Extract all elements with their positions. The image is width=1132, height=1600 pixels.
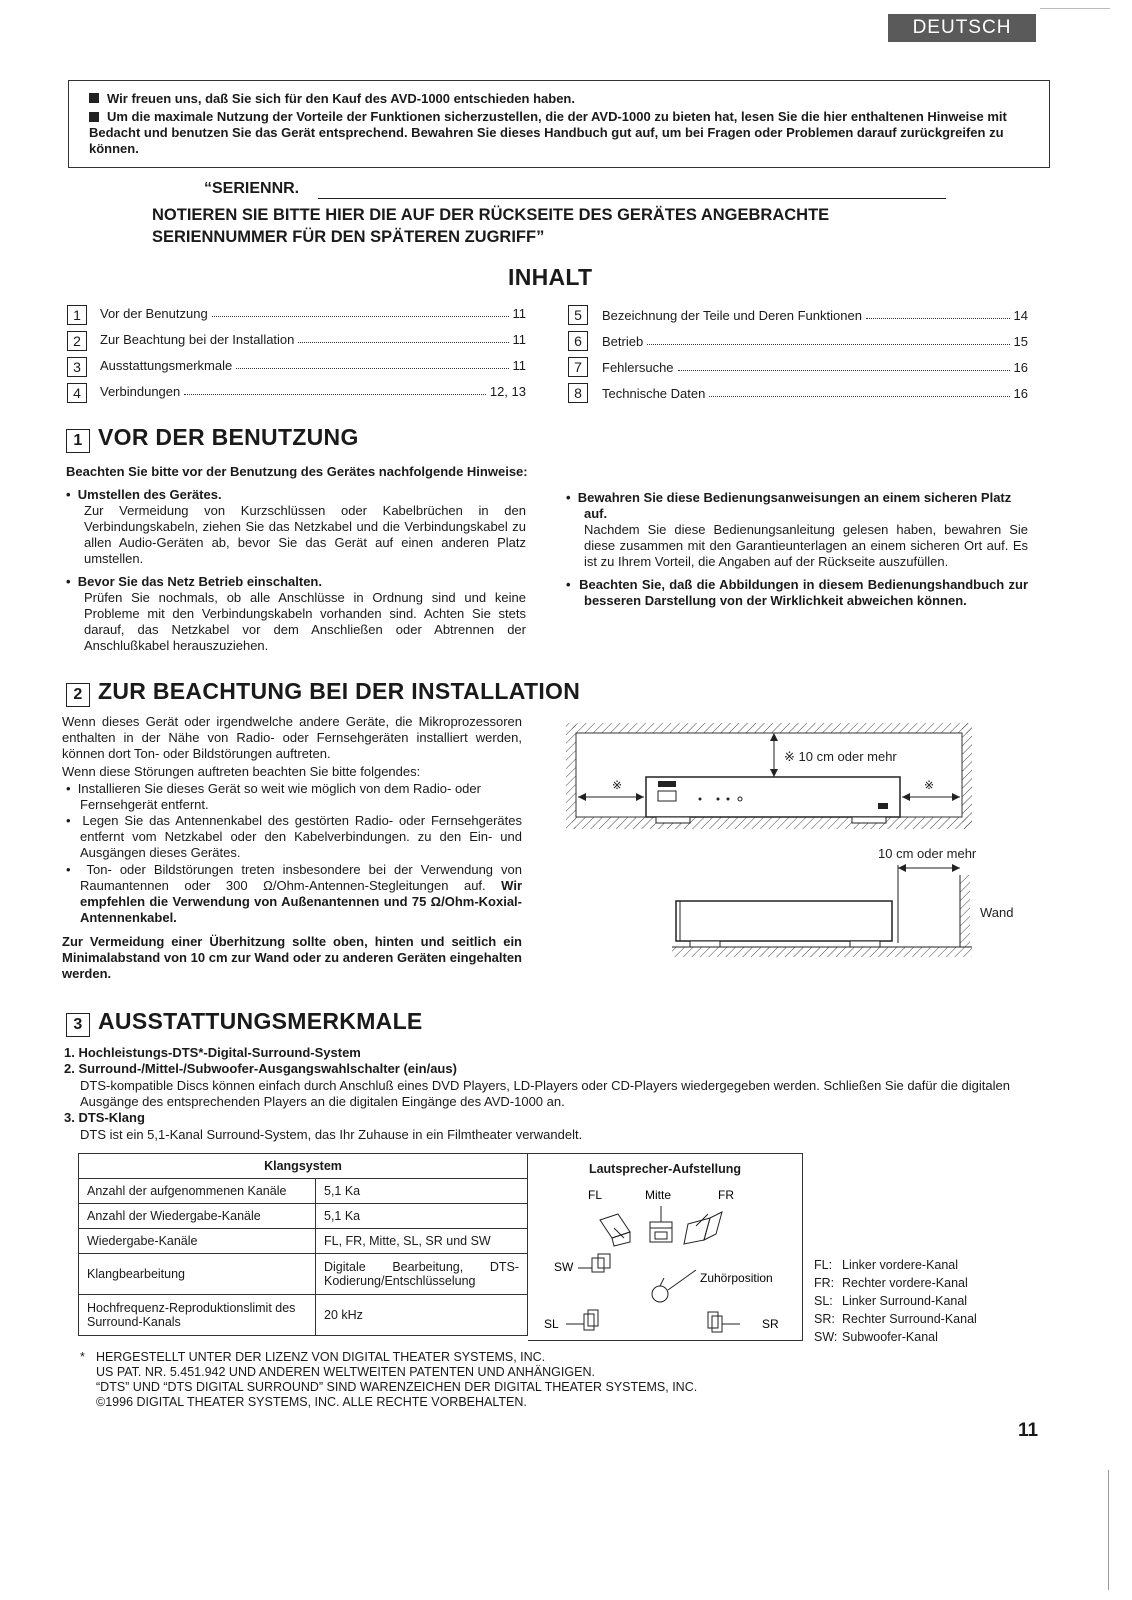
speaker-sr-icon [708, 1312, 740, 1332]
toc-item-8[interactable]: Technische Daten 16 [602, 386, 1028, 401]
page-number: 11 [1018, 1420, 1039, 1441]
table-row: Anzahl der aufgenommenen Kanäle 5,1 Ka [79, 1179, 528, 1204]
toc-num-1: 1 [67, 305, 87, 325]
table-row: Hochfrequenz-Reproduktionslimit des Surround-Kanals 20 kHz [79, 1295, 528, 1336]
toc-num-3: 3 [67, 357, 87, 377]
fig-side-label: 10 cm oder mehr [878, 846, 977, 861]
language-tab: DEUTSCH [888, 14, 1036, 42]
corner-line [1040, 8, 1110, 9]
listening-position-icon [652, 1270, 696, 1302]
bullet-square-icon [89, 112, 99, 122]
section-1-lead: Beachten Sie bitte vor der Benutzung des Gerätes nachfolgende Hinweise: [66, 464, 528, 479]
legend-item: FR: Rechter vordere-Kanal [814, 1276, 968, 1290]
toc-item-4[interactable]: Verbindungen 12, 13 [100, 384, 526, 399]
fig-wall-label: Wand [980, 905, 1014, 920]
toc-num-7: 7 [568, 357, 588, 377]
toc-item-6[interactable]: Betrieb 15 [602, 334, 1028, 349]
legend-item: SR: Rechter Surround-Kanal [814, 1312, 977, 1326]
intro-line-1: Wir freuen uns, daß Sie sich für den Kauf des AVD-1000 entschieden haben. [89, 91, 575, 106]
margin-mark [1108, 1470, 1109, 1590]
s1-bullet-4: • Beachten Sie, daß die Abbildungen in diesem Bedienungshandbuch zur besseren Darstellung von der Wirklichkeit abweichen können. [566, 577, 1028, 608]
s2-bullet-2: • Legen Sie das Antennenkabel des gestörten Radio- oder Fernsehgerätes entfernt vom Netzkabel oder den Kabelverbindungen. zu den Ein- und Ausgängen dieses Gerätes. [66, 813, 522, 860]
serial-label: “SERIENNR. [204, 180, 300, 197]
enclosure-floor-hatch [572, 817, 972, 829]
toc-item-3[interactable]: Ausstattungsmerkmale 11 [100, 358, 526, 373]
floor-hatch [672, 947, 972, 957]
feature-1: 1. Hochleistungs-DTS*-Digital-Surround-System [64, 1045, 361, 1060]
section-3-heading: 3 AUSSTATTUNGSMERKMALE [66, 1008, 423, 1037]
label-sr: SR [762, 1317, 779, 1331]
speaker-layout-diagram [528, 1182, 802, 1338]
enclosure-top-hatch [572, 723, 972, 733]
speaker-center-icon [650, 1206, 672, 1242]
table-header: Klangsystem [79, 1154, 528, 1179]
serial-write-line [318, 198, 946, 199]
serial-note-1: NOTIEREN SIE BITTE HIER DIE AUF DER RÜCKSEITE DES GERÄTES ANGEBRACHTE [152, 206, 830, 224]
installation-figure [560, 715, 1014, 965]
table-row: Anzahl der Wiedergabe-Kanäle 5,1 Ka [79, 1204, 528, 1229]
footnote: HERGESTELLT UNTER DER LIZENZ VON DIGITAL THEATER SYSTEMS, INC. US PAT. NR. 5.451.942 UND ANDEREN WELTWEITEN PATENTEN UND ANHÄNGIGEN. “DTS” UND “DTS DIGITAL SURROUND” SIND WARENZEICHEN DER DIGITAL THEATER SYSTEMS, INC. ©1996 DIGITAL THEATER SYSTEMS, INC. ALLE RECHTE VORBEHALTEN. [96, 1350, 698, 1409]
label-sl: SL [544, 1317, 559, 1331]
s2-bullet-3: • Ton- oder Bildstörungen treten insbesondere bei der Verwendung von Raumantennen oder 300 Ω/Ohm-Antennen-Stegleitungen auf. Wir empfehlen die Verwendung von Außenantennen und 75 Ω/Ohm-Koxial-Antennenkabel. [66, 862, 522, 925]
section-2-heading: 2 ZUR BEACHTUNG BEI DER INSTALLATION [66, 678, 580, 707]
feature-3: 3. DTS-Klang [64, 1110, 145, 1125]
toc-item-5[interactable]: Bezeichnung der Teile und Deren Funktionen 14 [602, 308, 1028, 323]
intro-box [68, 80, 1050, 168]
label-fl: FL [588, 1188, 603, 1202]
toc-num-8: 8 [568, 383, 588, 403]
toc-num-4: 4 [67, 383, 87, 403]
section-1-heading: 1 VOR DER BENUTZUNG [66, 424, 359, 453]
speaker-fr-icon [684, 1212, 722, 1244]
label-listen: Zuhörposition [700, 1271, 773, 1285]
label-sw: SW [554, 1260, 574, 1274]
s2-warning: Zur Vermeidung einer Überhitzung sollte oben, hinten und seitlich ein Minimalabstand von 10 cm zur Wand oder zu anderen Geräten eingehalten werden. [62, 934, 522, 981]
toc-item-7[interactable]: Fehlersuche 16 [602, 360, 1028, 375]
fig-mark-left: ※ [612, 778, 623, 792]
bullet-square-icon [89, 93, 99, 103]
legend-item: SW: Subwoofer-Kanal [814, 1330, 938, 1344]
table-header-row [79, 1154, 528, 1179]
s1-bullet-2: • Bevor Sie das Netz Betrieb einschalten. Prüfen Sie nochmals, ob alle Anschlüsse in Ordnung sind und keine Probleme mit den Verbindungskabeln vorhanden sind. Achten Sie stets darauf, das Netzkabel vor dem Anschließen oder Abtrennen der Anschlußkabel herauszuziehen. [66, 574, 526, 653]
speaker-sl-icon [566, 1310, 598, 1330]
toc-num-6: 6 [568, 331, 588, 351]
label-mitte: Mitte [645, 1188, 672, 1202]
fig-mark-right: ※ [924, 778, 935, 792]
intro-line-2: Um die maximale Nutzung der Vorteile der Funktionen sicherzustellen, die der AVD-1000 zu bieten hat, lesen Sie die hier enthaltenen Hinweise mit Bedacht und benutzen Sie das Gerät entsprechend. Bewahren Sie dieses Handbuch gut auf, um bei Fragen oder Problemen darauf zurückgreifen zu können. [89, 109, 1007, 156]
toc-num-5: 5 [568, 305, 588, 325]
s1-bullet-1: • Umstellen des Gerätes. Zur Vermeidung von Kurzschlüssen oder Kabelbrüchen in den Verbindungskabeln, ziehen Sie das Netzkabel und die Verbindungskabel zu allen Audio-Geräten ab, bevor Sie das Gerät auf einen anderen Platz umstellen. [66, 487, 526, 566]
toc-title: INHALT [508, 264, 593, 290]
label-fr: FR [718, 1188, 734, 1202]
s2-para-2: Wenn diese Störungen auftreten beachten Sie bitte folgendes: [62, 764, 421, 779]
table-row: Klangbearbeitung Digitale Bearbeitung, DTS-Kodierung/Entschlüsselung [79, 1254, 528, 1295]
s2-para-1: Wenn dieses Gerät oder irgendwelche andere Geräte, die Mikroprozessoren enthalten in der Nähe von Radio- oder Fernsehgeräten installiert werden, können dort Ton- oder Bildstörungen auftreten. [62, 714, 522, 761]
enclosure-right-hatch [962, 723, 972, 829]
enclosure-left-hatch [566, 723, 576, 829]
legend-item: FL: Linker vordere-Kanal [814, 1258, 959, 1272]
s2-bullet-1: • Installieren Sie dieses Gerät so weit wie möglich von dem Radio- oder Fernsehgerät entfernt. [66, 781, 481, 812]
feature-2-text: DTS-kompatible Discs können einfach durch Anschluß eines DVD Players, LD-Players oder CD-Players wiedergegeben werden. Schließen Sie dafür die digitalen Ausgänge des entsprechenden Players an die digitalen Eingänge des AVD-1000 an. [80, 1078, 1010, 1109]
fig-top-label: ※ 10 cm oder mehr [784, 749, 897, 764]
table-row: Wiedergabe-Kanäle FL, FR, Mitte, SL, SR und SW [79, 1229, 528, 1254]
speaker-fl-icon [600, 1214, 630, 1246]
feature-3-text: DTS ist ein 5,1-Kanal Surround-System, das Ihr Zuhause in ein Filmtheater verwandelt. [80, 1127, 583, 1142]
feature-2: 2. Surround-/Mittel-/Subwoofer-Ausgangswahlschalter (ein/aus) [64, 1061, 457, 1076]
toc-item-1[interactable]: Vor der Benutzung 11 [100, 306, 526, 321]
channel-legend [814, 1256, 977, 1346]
device-front [646, 777, 900, 817]
speaker-layout-title: Lautsprecher-Aufstellung [588, 1162, 742, 1176]
toc-num-2: 2 [67, 331, 87, 351]
s1-bullet-3: • Bewahren Sie diese Bedienungsanweisungen an einem sicheren Platz auf. Nachdem Sie diese Bedienungsanleitung gelesen haben, bewahren Sie diese zusammen mit den Garantieunterlagen an einem sicheren Ort auf. Es ist zu Ihrem Vorteil, die Angaben auf der Rückseite auszufüllen. [566, 490, 1028, 569]
wall-hatch [960, 875, 970, 947]
toc-item-2[interactable]: Zur Beachtung bei der Installation 11 [100, 332, 526, 347]
subwoofer-icon [578, 1254, 610, 1272]
legend-item: SL: Linker Surround-Kanal [814, 1294, 968, 1308]
sound-system-table [78, 1153, 528, 1336]
device-side [676, 901, 892, 941]
serial-note-2: SERIENNUMMER FÜR DEN SPÄTEREN ZUGRIFF” [152, 228, 545, 246]
footnote-star: * [80, 1350, 85, 1364]
